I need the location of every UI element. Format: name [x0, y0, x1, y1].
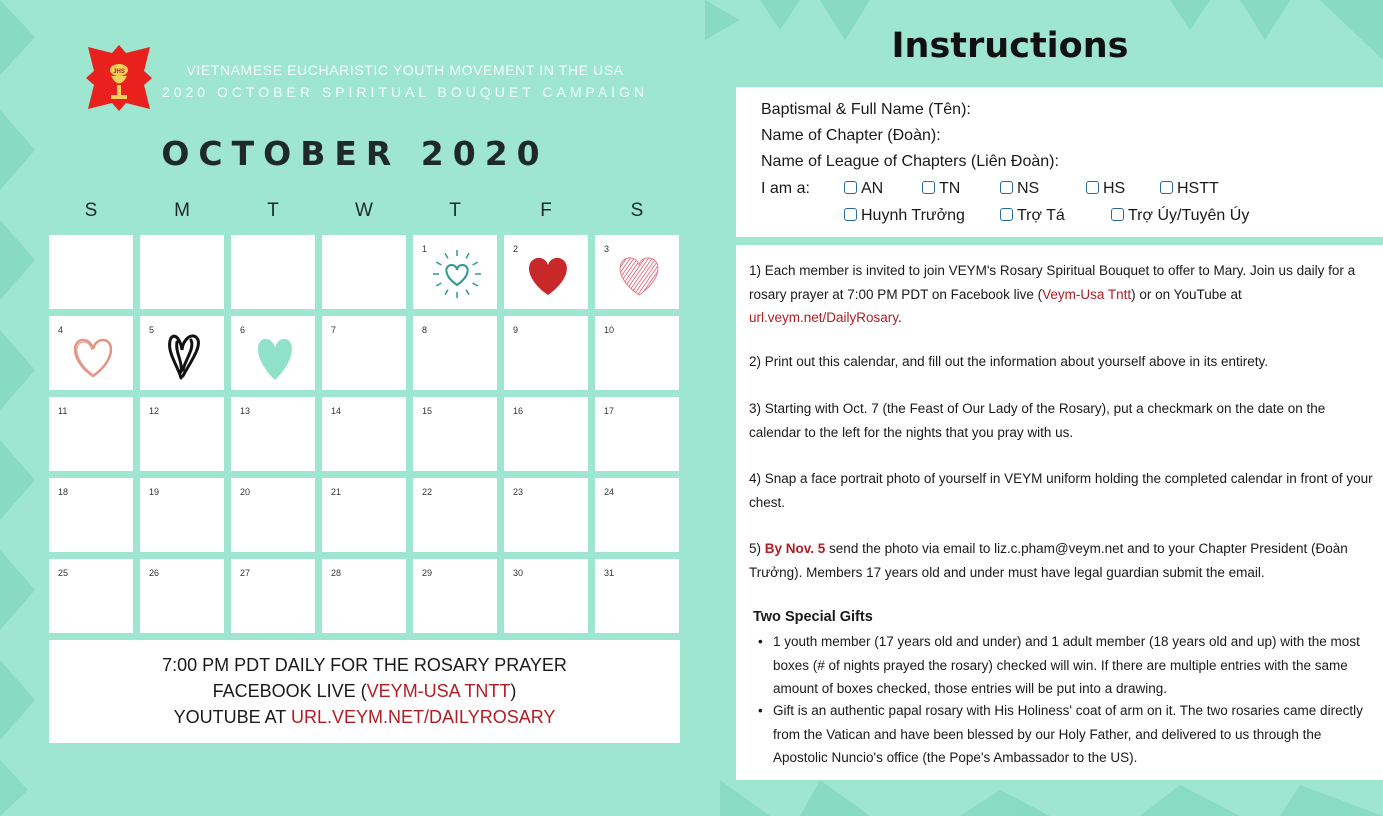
role-option-an[interactable]: AN: [844, 180, 883, 198]
org-name: VIETNAMESE EUCHARISTIC YOUTH MOVEMENT IN THE USA: [186, 62, 624, 78]
logo-text: JHS: [113, 69, 125, 75]
checkbox-icon: [844, 208, 857, 221]
role-option-tro-uy[interactable]: Trợ Úy/Tuyên Úy: [1111, 207, 1249, 225]
calendar-cell-empty: [322, 235, 406, 309]
day-number: 1: [422, 244, 428, 254]
day-number: 29: [422, 568, 433, 578]
calendar-day-cell[interactable]: [504, 559, 588, 633]
calendar-cell-empty: [49, 235, 133, 309]
calendar-day-cell[interactable]: [49, 397, 133, 471]
youtube-link[interactable]: URL.VEYM.NET/DAILYROSARY: [290, 707, 556, 727]
weekday-header: M: [174, 200, 190, 221]
role-option-huynh-truong[interactable]: Huynh Trưởng: [844, 207, 965, 225]
day-number: 25: [58, 568, 69, 578]
calendar-day-cell[interactable]: [413, 397, 497, 471]
day-number: 14: [331, 406, 342, 416]
day-number: 2: [513, 244, 519, 254]
calendar-cell-empty: [231, 235, 315, 309]
step-5: 5) By Nov. 5 send the photo via email to liz.c.pham@veym.net and to your Chapter President (Đoàn Trưởng). Members 17 years old and under must have legal guardian submit the email.: [749, 541, 1348, 580]
calendar-day-cell[interactable]: [413, 559, 497, 633]
day-number: 7: [331, 325, 337, 335]
veym-logo: [84, 43, 154, 113]
role-option-tn[interactable]: TN: [922, 180, 960, 198]
day-number: 4: [58, 325, 64, 335]
day-number: 17: [604, 406, 615, 416]
step-3: 3) Starting with Oct. 7 (the Feast of Our Lady of the Rosary), put a checkmark on the date on the calendar to the left for the nights that you pray with us.: [749, 401, 1326, 440]
step-2: 2) Print out this calendar, and fill out the information about yourself above in its entirety.: [749, 354, 1269, 369]
calendar-day-cell[interactable]: [49, 559, 133, 633]
day-number: 16: [513, 406, 524, 416]
day-number: 6: [240, 325, 246, 335]
gifts-title: Two Special Gifts: [753, 609, 873, 625]
facebook-page-link[interactable]: Veym-Usa Tntt: [1042, 286, 1132, 302]
day-number: 26: [149, 568, 160, 578]
schedule-line: 7:00 PM PDT DAILY FOR THE ROSARY PRAYER: [162, 655, 567, 675]
calendar-day-cell[interactable]: [413, 316, 497, 390]
calendar-day-cell[interactable]: [140, 316, 224, 390]
instructions-title: Instructions: [891, 26, 1129, 66]
league-field-label: Name of League of Chapters (Liên Đoàn):: [761, 153, 1059, 170]
calendar-day-cell[interactable]: [231, 397, 315, 471]
checkbox-icon: [844, 181, 857, 194]
campaign-name: 2020 OCTOBER SPIRITUAL BOUQUET CAMPAIGN: [161, 84, 649, 100]
calendar-day-cell[interactable]: [595, 559, 679, 633]
checkbox-icon: [1000, 208, 1013, 221]
day-number: 18: [58, 487, 69, 497]
chapter-field-label: Name of Chapter (Đoàn):: [761, 127, 941, 144]
weekday-header: F: [540, 200, 552, 221]
calendar-day-cell[interactable]: [140, 478, 224, 552]
checkbox-icon: [1086, 181, 1099, 194]
day-number: 12: [149, 406, 160, 416]
daily-rosary-link[interactable]: url.veym.net/DailyRosary: [749, 310, 899, 325]
day-number: 24: [604, 487, 615, 497]
weekday-header: T: [267, 200, 279, 221]
checkbox-icon: [1111, 208, 1124, 221]
calendar-day-cell[interactable]: [49, 478, 133, 552]
day-number: 13: [240, 406, 251, 416]
day-number: 28: [331, 568, 342, 578]
calendar-day-cell[interactable]: [595, 316, 679, 390]
gift-item-1: • 1 youth member (17 years old and under) and 1 adult member (18 years old and up) with the most boxes (# of nights prayed the rosary) checked will win. If there are multiple entries with the same amount of boxes checked, those entries will be put into a drawing.: [773, 630, 1379, 701]
calendar-day-cell[interactable]: [595, 478, 679, 552]
day-number: 27: [240, 568, 251, 578]
role-label: I am a:: [761, 180, 810, 197]
day-number: 9: [513, 325, 519, 335]
calendar-day-cell[interactable]: [231, 478, 315, 552]
weekday-header: S: [630, 200, 644, 221]
day-number: 30: [513, 568, 524, 578]
calendar-cell-empty: [140, 235, 224, 309]
checkbox-icon: [922, 181, 935, 194]
registration-form: [736, 87, 1383, 237]
calendar-day-cell[interactable]: [322, 478, 406, 552]
calendar-day-cell[interactable]: [140, 397, 224, 471]
day-number: 3: [604, 244, 610, 254]
day-number: 15: [422, 406, 433, 416]
calendar-day-cell[interactable]: [413, 235, 497, 309]
step-4: 4) Snap a face portrait photo of yourself in VEYM uniform holding the completed calendar in front of your chest.: [749, 471, 1373, 510]
calendar-day-cell[interactable]: [231, 559, 315, 633]
calendar-day-cell[interactable]: [322, 397, 406, 471]
day-number: 22: [422, 487, 433, 497]
day-number: 8: [422, 325, 428, 335]
day-number: 31: [604, 568, 615, 578]
calendar-day-cell[interactable]: [140, 559, 224, 633]
calendar-day-cell[interactable]: [504, 478, 588, 552]
checkbox-icon: [1000, 181, 1013, 194]
role-option-ns[interactable]: NS: [1000, 180, 1039, 198]
day-number: 21: [331, 487, 342, 497]
calendar-day-cell[interactable]: [231, 316, 315, 390]
calendar-day-cell[interactable]: [504, 235, 588, 309]
role-option-hstt[interactable]: HSTT: [1160, 180, 1219, 198]
calendar-day-cell[interactable]: [322, 559, 406, 633]
day-number: 11: [58, 406, 68, 416]
day-number: 19: [149, 487, 160, 497]
role-option-hs[interactable]: HS: [1086, 180, 1125, 198]
calendar-day-cell[interactable]: [322, 316, 406, 390]
role-option-tro-ta[interactable]: Trợ Tá: [1000, 207, 1065, 225]
day-number: 5: [149, 325, 155, 335]
weekday-header: W: [355, 200, 373, 221]
calendar-day-cell[interactable]: [595, 397, 679, 471]
calendar-title: OCTOBER 2020: [161, 134, 549, 173]
facebook-line: FACEBOOK LIVE (VEYM-USA TNTT): [212, 681, 517, 701]
day-number: 23: [513, 487, 524, 497]
calendar-day-cell[interactable]: [504, 316, 588, 390]
facebook-link[interactable]: VEYM-USA TNTT: [366, 681, 511, 701]
weekday-header: S: [84, 200, 98, 221]
calendar-day-cell[interactable]: [413, 478, 497, 552]
deadline: By Nov. 5: [764, 541, 826, 556]
day-number: 20: [240, 487, 251, 497]
calendar-day-cell[interactable]: [504, 397, 588, 471]
gift-item-2: • Gift is an authentic papal rosary with His Holiness' coat of arm on it. The two rosaries came directly from the Vatican and have been blessed by our Holy Father, and delivered to us through the Apostolic Nuncio's office (the Pope's Ambassador to the US).: [773, 699, 1379, 770]
calendar-day-cell[interactable]: [49, 316, 133, 390]
schedule-info-box: [49, 640, 680, 743]
checkbox-icon: [1160, 181, 1173, 194]
youtube-line: YOUTUBE AT URL.VEYM.NET/DAILYROSARY: [173, 707, 556, 727]
step-1: 1) Each member is invited to join VEYM's Rosary Spiritual Bouquet to offer to Mary. Join us daily for a rosary prayer at 7:00 PM PDT on Facebook live (Veym-Usa Tntt) or on YouTube at url.veym.net/DailyRosary.: [749, 263, 1356, 325]
weekday-header: T: [449, 200, 461, 221]
name-field-label: Baptismal & Full Name (Tên):: [761, 101, 971, 118]
instructions-box: [736, 245, 1383, 780]
calendar-day-cell[interactable]: [595, 235, 679, 309]
day-number: 10: [604, 325, 615, 335]
